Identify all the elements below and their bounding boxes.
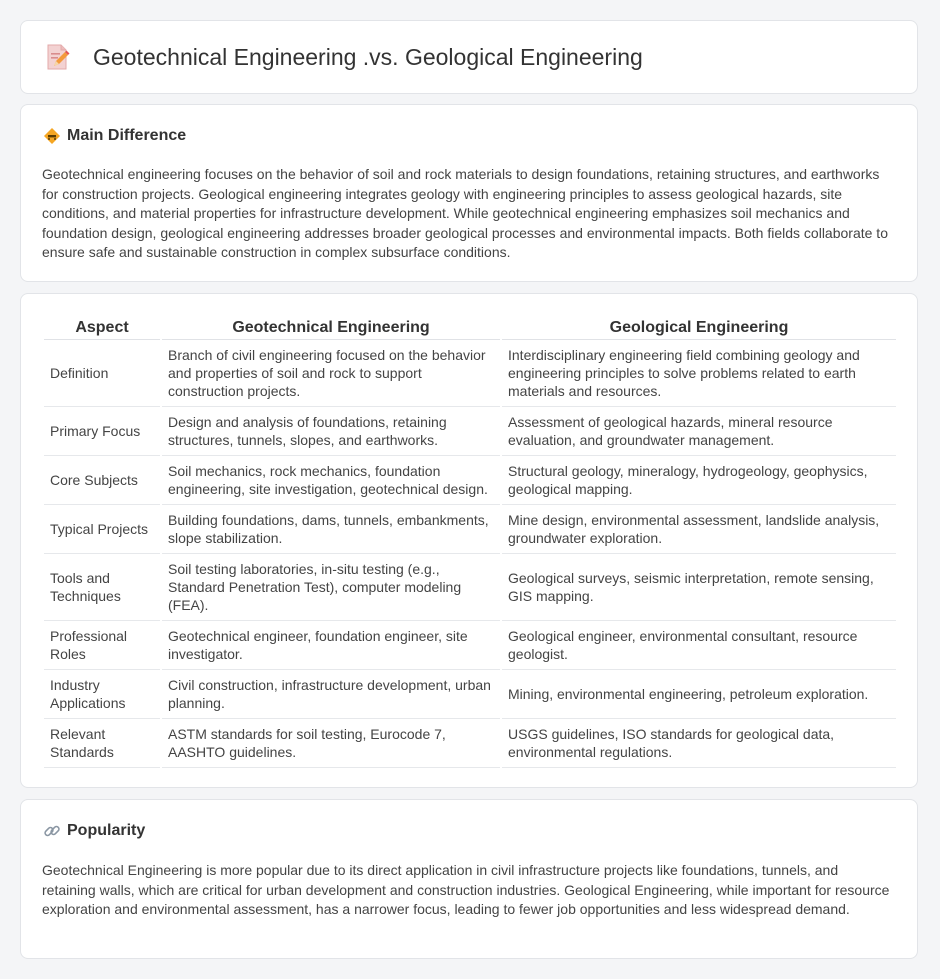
main-difference-title: Main Difference: [67, 127, 187, 144]
aspect-cell: Tools and Techniques: [44, 554, 160, 621]
geotechnical-cell: Geotechnical engineer, foundation engineer, site investigator.: [162, 621, 500, 670]
geological-cell: Mine design, environmental assessment, landslide analysis, groundwater exploration.: [502, 505, 896, 554]
geotechnical-cell: ASTM standards for soil testing, Eurocode 7, AASHTO guidelines.: [162, 719, 500, 768]
header-geological: Geological Engineering: [502, 315, 896, 340]
header-geotechnical: Geotechnical Engineering: [162, 315, 500, 340]
geological-cell: Interdisciplinary engineering field combining geology and engineering principles to solve problems related to earth materials and resources.: [502, 340, 896, 407]
aspect-cell: Industry Applications: [44, 670, 160, 719]
table-row: [44, 340, 896, 407]
aspect-cell: Definition: [44, 340, 160, 407]
geotechnical-cell: Design and analysis of foundations, retaining structures, tunnels, slopes, and earthworks.: [162, 407, 500, 456]
document-pencil-icon: [45, 43, 71, 71]
table-row: [44, 621, 896, 670]
table-row: [44, 456, 896, 505]
page-title: Geotechnical Engineering .vs. Geological Engineering: [93, 43, 643, 70]
aspect-cell: Typical Projects: [44, 505, 160, 554]
header-card: [20, 20, 918, 94]
geotechnical-cell: Civil construction, infrastructure development, urban planning.: [162, 670, 500, 719]
table-row: [44, 505, 896, 554]
popularity-text: Geotechnical Engineering is more popular due to its direct application in civil infrastructure projects like foundations, tunnels, and retaining walls, which are critical for urban development and construction industries. Geological Engineering, while important for resource exploration and environmental assessment, has a narrower focus, leading to fewer job opportunities and less widespread demand.: [42, 862, 890, 918]
geotechnical-cell: Branch of civil engineering focused on the behavior and properties of soil and rock to support construction projects.: [162, 340, 500, 407]
main-difference-text: Geotechnical engineering focuses on the behavior of soil and rock materials to design foundations, retaining structures, and earthworks for construction projects. Geological engineering integrates geology with engineering principles to assess geological hazards, site conditions, and material properties for infrastructure development. While geotechnical engineering emphasizes soil mechanics and foundation design, geological engineering addresses broader geological processes and environmental impacts. Both fields collaborate to ensure safe and sustainable construction in complex subsurface conditions.: [42, 166, 888, 261]
aspect-cell: Core Subjects: [44, 456, 160, 505]
main-difference-card: [20, 104, 918, 282]
table-header-row: [44, 315, 896, 340]
popularity-title: Popularity: [67, 822, 146, 839]
link-icon: [43, 822, 61, 840]
comparison-table: [42, 315, 898, 768]
table-row: [44, 407, 896, 456]
title-row: [45, 43, 643, 71]
aspect-cell: Primary Focus: [44, 407, 160, 456]
popularity-header: [43, 822, 145, 840]
geological-cell: Geological engineer, environmental consultant, resource geologist.: [502, 621, 896, 670]
table-row: [44, 554, 896, 621]
geological-cell: Structural geology, mineralogy, hydrogeology, geophysics, geological mapping.: [502, 456, 896, 505]
aspect-cell: Relevant Standards: [44, 719, 160, 768]
geotechnical-cell: Building foundations, dams, tunnels, embankments, slope stabilization.: [162, 505, 500, 554]
geological-cell: Geological surveys, seismic interpretation, remote sensing, GIS mapping.: [502, 554, 896, 621]
geological-cell: Assessment of geological hazards, mineral resource evaluation, and groundwater management.: [502, 407, 896, 456]
header-aspect: Aspect: [44, 315, 160, 340]
comparison-card: [20, 293, 918, 788]
aspect-cell: Professional Roles: [44, 621, 160, 670]
main-difference-header: [43, 127, 186, 145]
table-row: [44, 719, 896, 768]
geological-cell: Mining, environmental engineering, petroleum exploration.: [502, 670, 896, 719]
geotechnical-cell: Soil mechanics, rock mechanics, foundation engineering, site investigation, geotechnical design.: [162, 456, 500, 505]
geotechnical-cell: Soil testing laboratories, in-situ testing (e.g., Standard Penetration Test), computer modeling (FEA).: [162, 554, 500, 621]
diamond-warning-icon: [43, 127, 61, 145]
table-row: [44, 670, 896, 719]
geological-cell: USGS guidelines, ISO standards for geological data, environmental regulations.: [502, 719, 896, 768]
popularity-card: [20, 799, 918, 959]
